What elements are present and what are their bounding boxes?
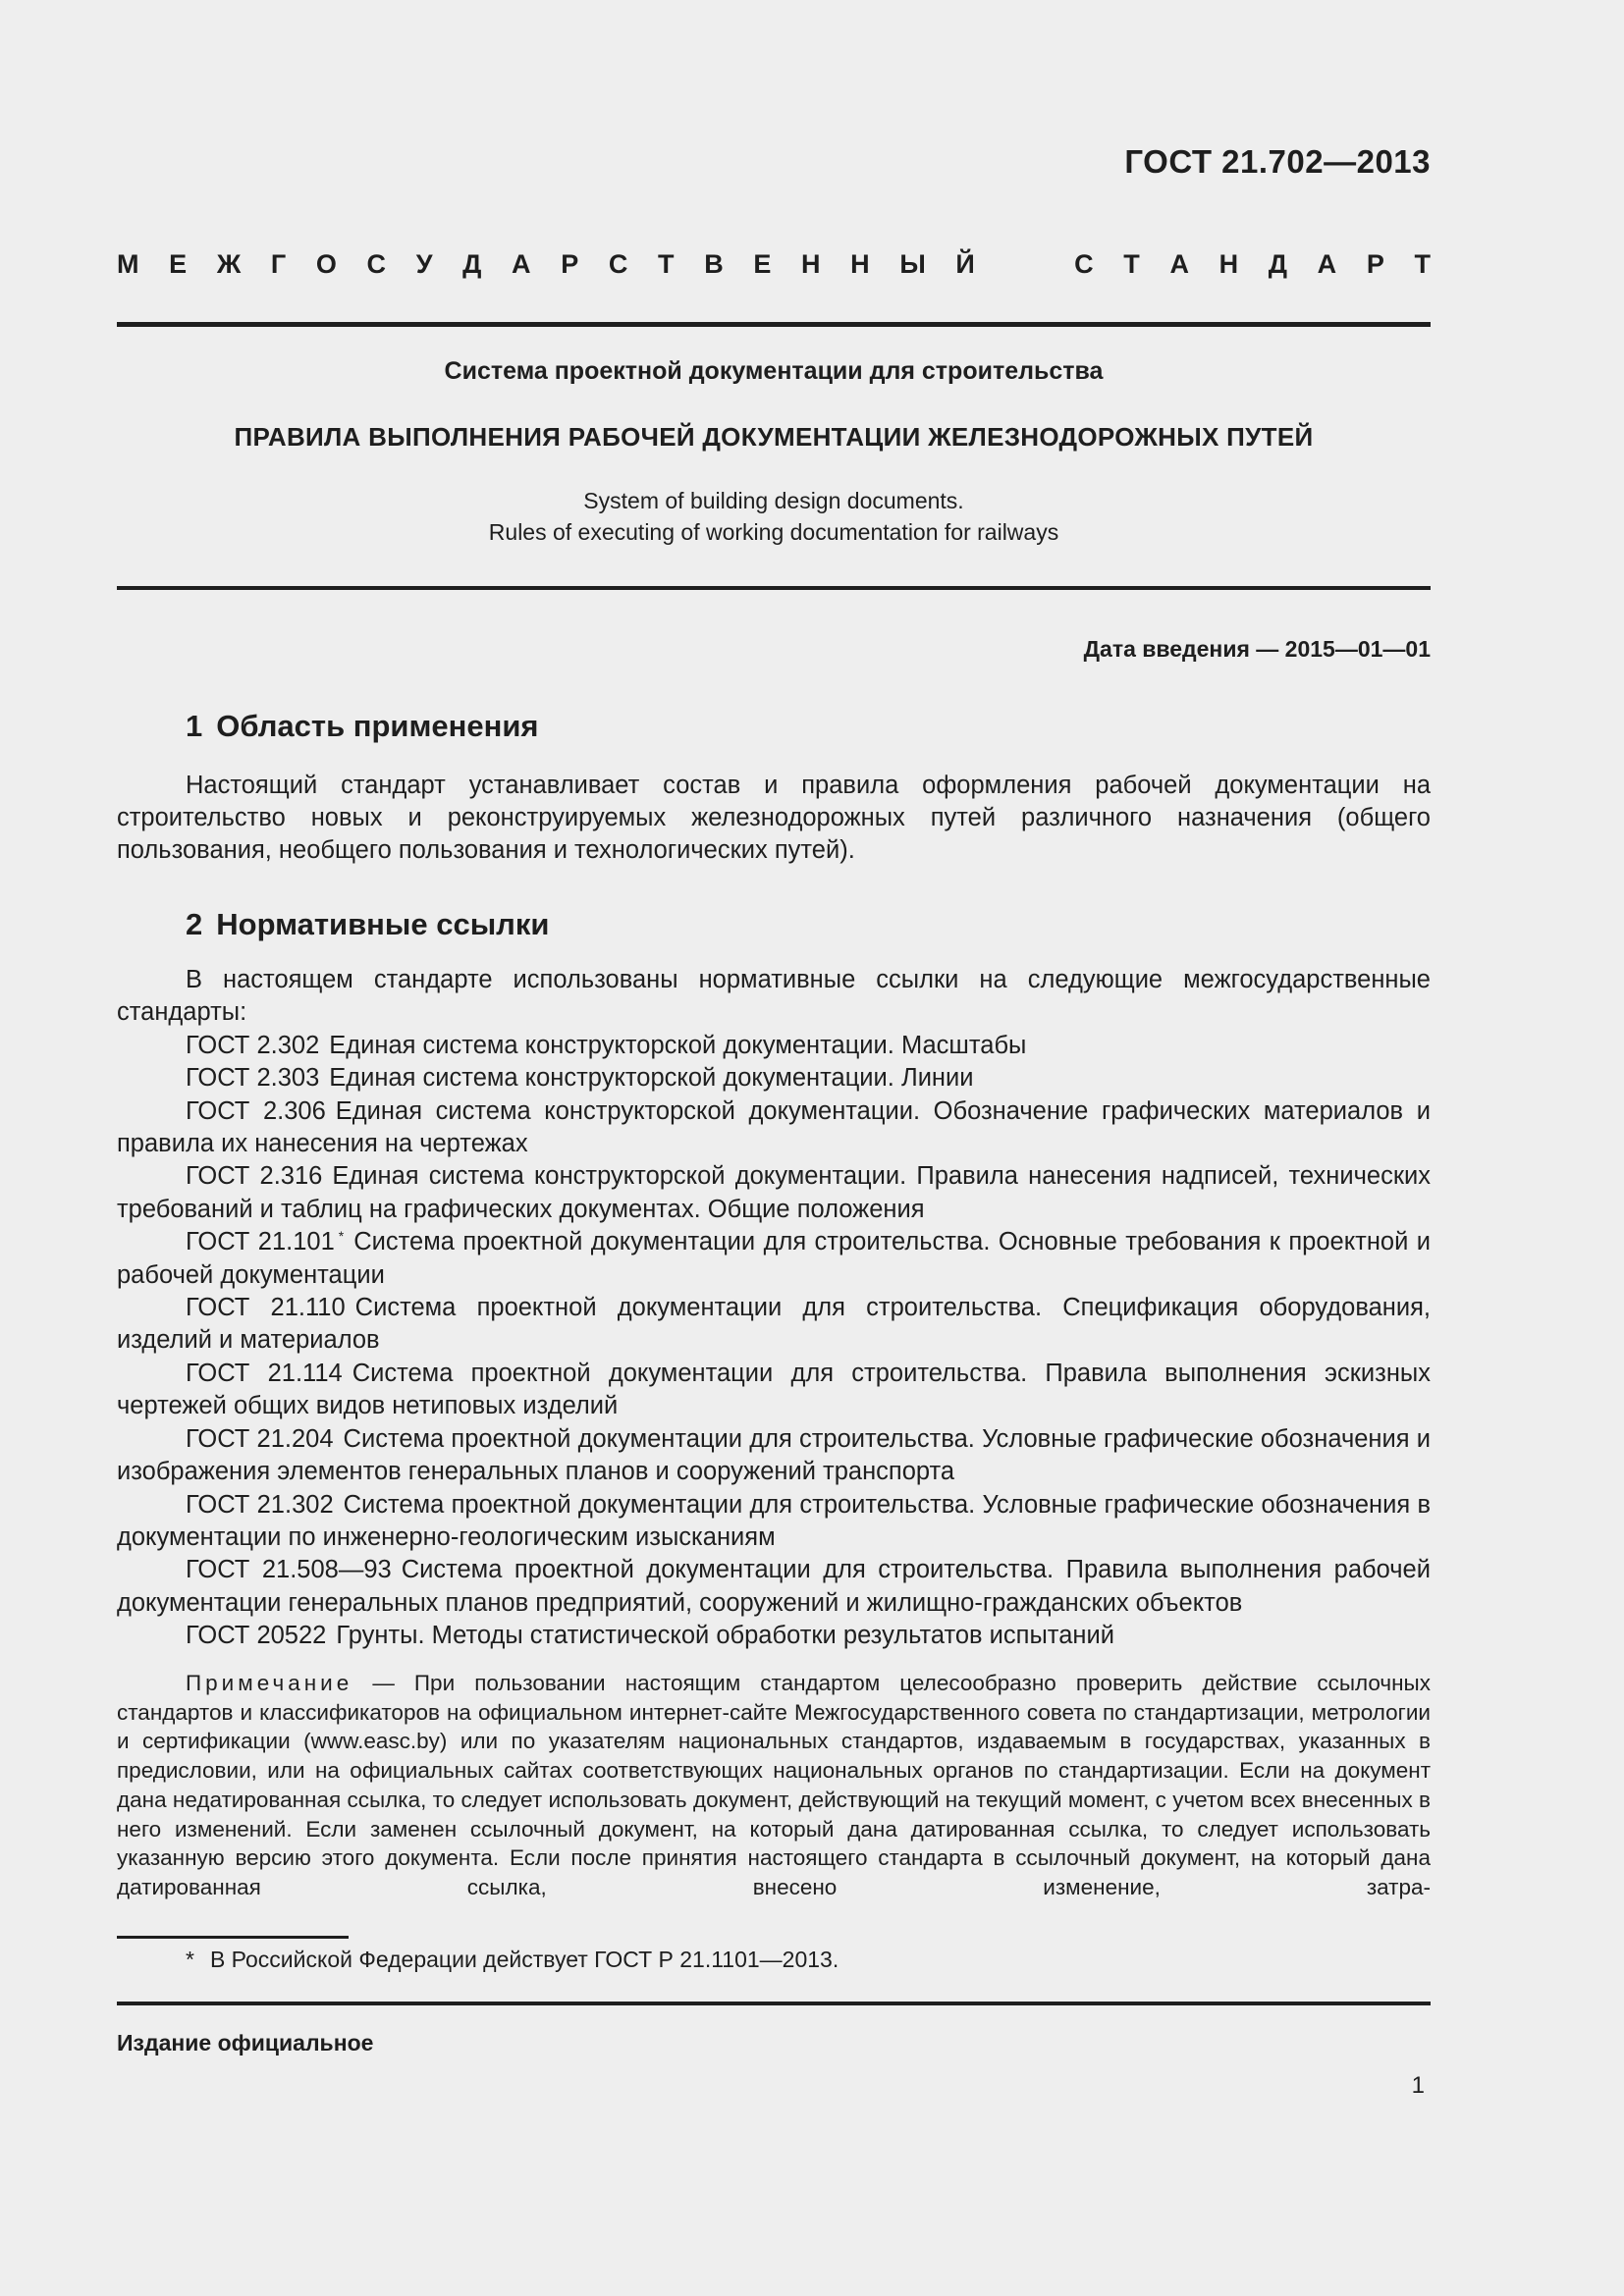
reference-item — [117, 1423, 1431, 1489]
heading-letter: Н — [1218, 249, 1239, 279]
section-number: 2 — [186, 907, 203, 941]
heading-letter: В — [704, 249, 724, 279]
english-title-line-1: System of building design documents. — [583, 488, 964, 513]
heading-letter: Д — [1268, 249, 1288, 279]
reference-code: ГОСТ 21.508—93 — [186, 1556, 392, 1584]
reference-title: Единая система конструкторской документации. Линии — [329, 1064, 974, 1093]
heading-letter: Е — [753, 249, 772, 279]
english-title — [117, 485, 1431, 548]
reference-item — [117, 1620, 1431, 1652]
document-code: ГОСТ 21.702—2013 — [1124, 143, 1431, 180]
top-divider — [117, 322, 1431, 327]
reference-code: ГОСТ 21.204 — [186, 1424, 334, 1453]
heading-letter: Н — [850, 249, 870, 279]
document-page — [117, 0, 1431, 2296]
reference-code: ГОСТ 21.302 — [186, 1490, 334, 1519]
reference-item — [117, 1489, 1431, 1555]
heading-letter: Е — [169, 249, 188, 279]
references-intro: В настоящем стандарте использованы нормативные ссылки на следующие межгосударственные стандарты: — [117, 966, 1431, 1027]
heading-letter: Ы — [899, 249, 926, 279]
heading-letter: С — [608, 249, 628, 279]
heading-letter: Р — [561, 249, 579, 279]
heading-letter: А — [512, 249, 531, 279]
heading-letter: О — [315, 249, 337, 279]
heading-letter: Р — [1366, 249, 1384, 279]
section-title: Область применения — [216, 709, 539, 743]
reference-title: Система проектной документации для строительства. Условные графические обозначения в документации по инженерно-геологическим изысканиям — [117, 1490, 1431, 1551]
footnote-mark: * — [338, 1227, 345, 1244]
heading-letter: Г — [270, 249, 287, 279]
heading-letter: Ж — [216, 249, 242, 279]
official-edition-label: Издание официальное — [117, 2030, 374, 2056]
reference-code: ГОСТ 21.110 — [186, 1294, 346, 1322]
footnote-text: В Российской Федерации действует ГОСТ Р 21.1101—2013. — [209, 1947, 839, 1972]
heading-letter: Д — [462, 249, 482, 279]
heading-letter: А — [1169, 249, 1189, 279]
heading-letter: М — [117, 249, 139, 279]
section-title: Нормативные ссылки — [216, 907, 550, 941]
heading-letter: С — [1074, 249, 1094, 279]
footer-divider — [117, 2002, 1431, 2005]
reference-title: Система проектной документации для строительства. Спецификация оборудования, изделий и материалов — [117, 1294, 1431, 1355]
reference-item — [117, 1095, 1431, 1161]
heading-letter: Т — [1123, 249, 1140, 279]
system-title: Система проектной документации для строительства — [444, 357, 1104, 385]
title-divider — [117, 586, 1431, 590]
note-paragraph — [117, 1669, 1431, 1902]
heading-letter: Т — [1414, 249, 1431, 279]
reference-item — [117, 1292, 1431, 1358]
main-title: ПРАВИЛА ВЫПОЛНЕНИЯ РАБОЧЕЙ ДОКУМЕНТАЦИИ ЖЕЛЕЗНОДОРОЖНЫХ ПУТЕЙ — [234, 422, 1314, 452]
reference-title: Единая система конструкторской документации. Правила нанесения надписей, технических требований и таблиц на графических документах. Общие положения — [117, 1162, 1431, 1223]
reference-item — [117, 1030, 1431, 1062]
section-1-text: Настоящий стандарт устанавливает состав и правила оформления рабочей документации на строительство новых и реконструируемых железнодорожных путей различного назначения (общего пользования, необщего пользования и технологических путей). — [117, 772, 1431, 864]
reference-code: ГОСТ 21.114 — [186, 1359, 343, 1387]
heading-letter: У — [415, 249, 433, 279]
reference-title: Единая система конструкторской документации. Обозначение графических материалов и правила их нанесения на чертежах — [117, 1096, 1431, 1158]
page-number: 1 — [1411, 2072, 1425, 2099]
interstate-standard-heading — [117, 249, 1431, 280]
note-text: — При пользовании настоящим стандартом целесообразно проверить действие ссылочных стандартов и классификаторов на официальном интернет-сайте Межгосударственного совета по стандартизации, метрологии и сертификации (www.easc.by) или по указателям национальных стандартов, издаваемым в государствах, указанных в предисловии, или на официальных сайтах соответствующих национальных органов по стандартизации. Если на документ дана недатированная ссылка, то следует использовать документ, действующий на текущий момент, с учетом всех внесенных в него изменений. Если заменен ссылочный документ, на который дана датированная ссылка, то следует использовать указанную версию этого документа. Если после принятия настоящего стандарта в ссылочный документ, на который дана датированная ссылка, внесено изменение, затра- — [117, 1671, 1431, 1899]
heading-word-gap — [1004, 249, 1044, 280]
reference-title: Единая система конструкторской документации. Масштабы — [329, 1031, 1027, 1059]
normative-references — [117, 964, 1431, 1653]
section-1-heading — [186, 709, 539, 744]
reference-item — [117, 1554, 1431, 1620]
reference-item — [117, 1160, 1431, 1226]
heading-letter: А — [1317, 249, 1337, 279]
reference-code: ГОСТ 21.101 — [186, 1228, 335, 1256]
reference-title: Система проектной документации для строительства. Основные требования к проектной и рабочей документации — [117, 1228, 1431, 1289]
heading-letter: Н — [801, 249, 821, 279]
section-number: 1 — [186, 709, 203, 743]
note-label: Примечание — [186, 1671, 353, 1695]
reference-code: ГОСТ 2.316 — [186, 1162, 323, 1191]
reference-item — [117, 1062, 1431, 1095]
reference-item — [117, 1358, 1431, 1423]
reference-title: Система проектной документации для строительства. Правила выполнения рабочей документации генеральных планов предприятий, сооружений и жилищно-гражданских объектов — [117, 1556, 1431, 1617]
heading-letter: Й — [955, 249, 975, 279]
english-title-line-2: Rules of executing of working documentation for railways — [488, 519, 1059, 545]
reference-title: Система проектной документации для строительства. Правила выполнения эскизных чертежей общих видов нетиповых изделий — [117, 1359, 1431, 1420]
heading-letter: Т — [658, 249, 675, 279]
reference-title: Грунты. Методы статистической обработки результатов испытаний — [336, 1622, 1114, 1650]
reference-title: Система проектной документации для строительства. Условные графические обозначения и изображения элементов генеральных планов и сооружений транспорта — [117, 1424, 1431, 1486]
footnote-divider — [117, 1936, 349, 1939]
section-2-heading — [186, 907, 549, 942]
reference-code: ГОСТ 2.306 — [186, 1096, 326, 1125]
heading-letter: С — [366, 249, 387, 279]
reference-code: ГОСТ 20522 — [186, 1622, 327, 1650]
reference-code: ГОСТ 2.303 — [186, 1064, 320, 1093]
reference-code: ГОСТ 2.302 — [186, 1031, 320, 1059]
footnote-mark: * — [186, 1947, 194, 1972]
footnote — [186, 1947, 839, 1973]
reference-item — [117, 1226, 1431, 1292]
introduction-date: Дата введения — 2015—01—01 — [1083, 636, 1431, 662]
